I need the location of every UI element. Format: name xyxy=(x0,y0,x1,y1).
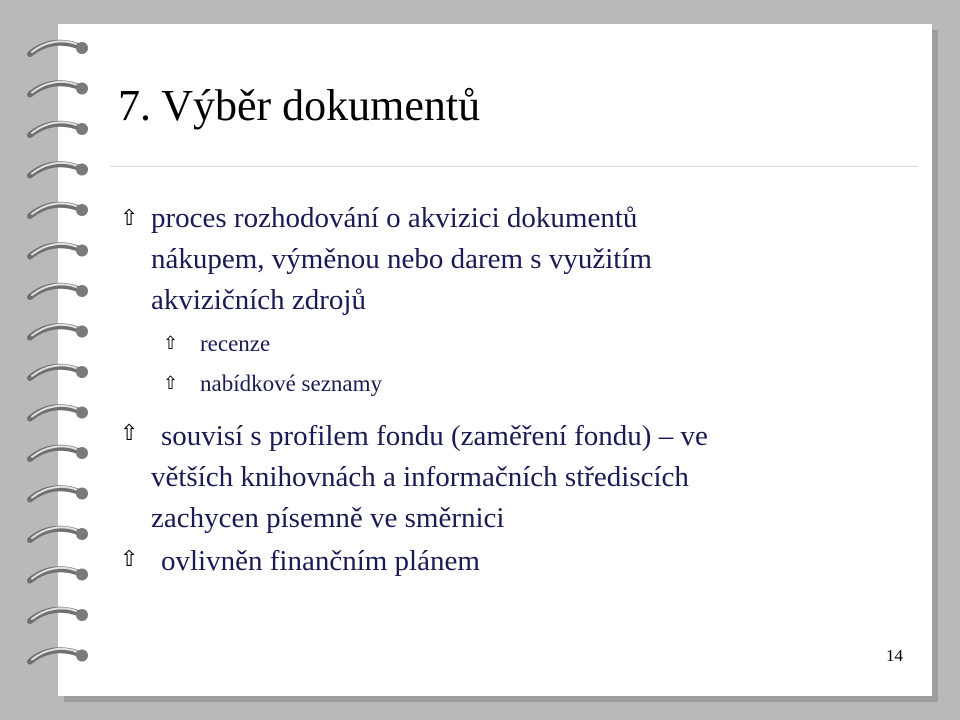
spiral-binding-icon xyxy=(0,0,110,720)
binding-hole xyxy=(76,609,88,621)
list-item-line: ovlivněn finančním plánem xyxy=(161,545,480,577)
binding-hole xyxy=(76,245,88,257)
page-number: 14 xyxy=(886,646,903,665)
binding-hole xyxy=(76,650,88,662)
sub-list-item: recenze xyxy=(200,331,271,356)
bullet-arrow-icon: ⇧ xyxy=(163,333,179,354)
bullet-arrow-icon: ⇧ xyxy=(120,206,139,231)
binding-hole xyxy=(76,83,88,95)
list-item-line: akvizičních zdrojů xyxy=(151,284,366,316)
binding-hole xyxy=(76,407,88,419)
binding-hole xyxy=(76,164,88,176)
bullet-arrow-icon: ⇧ xyxy=(120,547,139,572)
sub-list-item: nabídkové seznamy xyxy=(200,371,383,396)
slide-title: 7. Výběr dokumentů xyxy=(118,81,481,130)
binding-hole xyxy=(76,326,88,338)
binding-hole xyxy=(76,528,88,540)
binding-hole xyxy=(76,488,88,500)
binding-hole xyxy=(76,123,88,135)
list-item xyxy=(161,541,480,582)
list-item-line: proces rozhodování o akvizici dokumentů xyxy=(151,202,638,234)
bullet-arrow-icon: ⇧ xyxy=(163,373,179,394)
binding-hole xyxy=(76,366,88,378)
list-item-line: souvisí s profilem fondu (zaměření fondu) – ve xyxy=(161,420,708,452)
binding-hole xyxy=(76,42,88,54)
list-item xyxy=(151,198,652,321)
binding-hole xyxy=(76,204,88,216)
binding-hole xyxy=(76,447,88,459)
list-item-line: zachycen písemně ve směrnici xyxy=(151,502,505,534)
list-item xyxy=(151,416,708,539)
binding-hole xyxy=(76,285,88,297)
bullet-arrow-icon: ⇧ xyxy=(120,421,139,446)
list-item-line: nákupem, výměnou nebo darem s využitím xyxy=(151,243,652,275)
list-item-line: větších knihovnách a informačních střediscích xyxy=(151,461,689,493)
binding-hole xyxy=(76,569,88,581)
title-divider xyxy=(110,166,918,167)
